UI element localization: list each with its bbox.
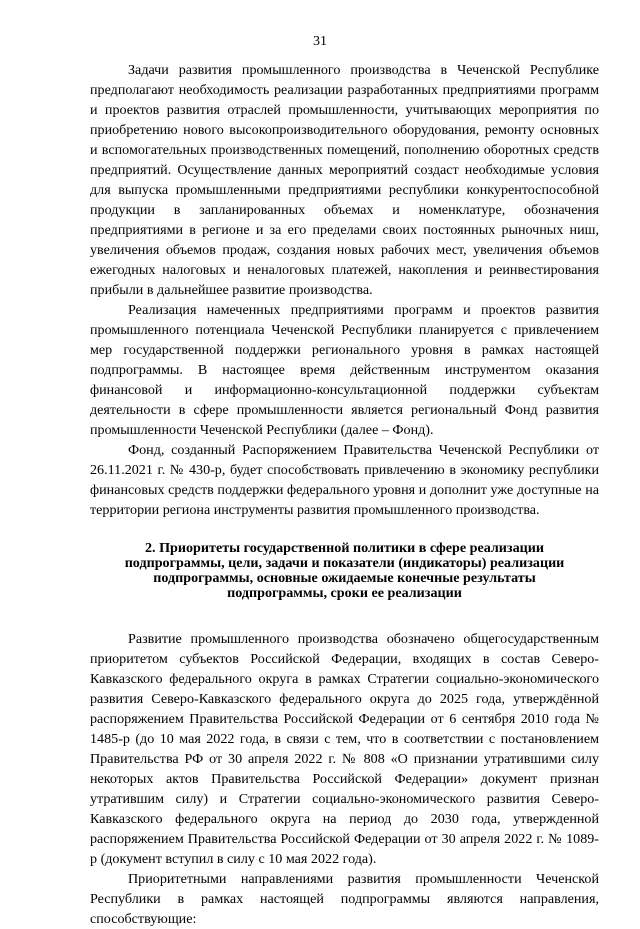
paragraph-priority-directions: Приоритетными направлениями развития промышленности Чеченской Республики в рамках настоящей подпрограммы являются направления, способствующие: (90, 871, 599, 927)
spacer (90, 601, 599, 629)
paragraph-industrial-tasks: Задачи развития промышленного производства в Чеченской Республике предполагают необходимость реализации разработанных предприятиями программ и проектов развития отраслей промышленности, учитывающих мероприятия по приобретению нового высокопроизводительного оборудования, ремонту основных и вспомогательных производственных помещений, пополнению оборотных средств предприятий. Осуществление данных мероприятий создаст необходимые условия для выпуска промышленными предприятиями республики конкурентоспособной продукции в запланированных объемах и номенклатуре, обозначения предприятиями в регионе и за его пределами своих постоянных рыночных ниш, увеличения объемов продаж, создания новых рабочих мест, увеличения объемов ежегодных налоговых и неналоговых платежей, накопления и реинвестирования прибыли в дальнейшее развитие производства. (90, 62, 599, 298)
section-heading (90, 541, 599, 601)
section-heading-line: подпрограммы, основные ожидаемые конечные результаты (153, 570, 536, 586)
page-number: 31 (313, 34, 327, 49)
page-content (90, 60, 599, 929)
section-heading-line: подпрограммы, цели, задачи и показатели (индикаторы) реализации (124, 555, 565, 571)
section-heading-line: подпрограммы, сроки ее реализации (227, 585, 462, 601)
paragraph-development-fund: Фонд, созданный Распоряжением Правительства Чеченской Республики от 26.11.2021 г. № 430-р, будет способствовать привлечению в экономику республики финансовых средств поддержки федерального уровня и дополнит уже доступные на территории региона инструменты развития промышленного производства. (90, 442, 599, 518)
paragraph-state-support: Реализация намеченных предприятиями программ и проектов развития промышленного потенциала Чеченской Республики планируется с привлечением мер государственной поддержки регионального уровня в рамках настоящей подпрограммы. В настоящее время действенным инструментом оказания финансовой и информационно-консультационной поддержки субъектам деятельности в сфере промышленности является региональный Фонд развития промышленности Чеченской Республики (далее – Фонд). (90, 302, 599, 438)
spacer (90, 520, 599, 541)
section-heading-line: 2. Приоритеты государственной политики в сфере реализации (145, 540, 544, 556)
paragraph-strategy-priority: Развитие промышленного производства обозначено общегосударственным приоритетом субъектов Российской Федерации, входящих в состав Северо-Кавказского федерального округа в рамках Стратегии социально-экономического развития Северо-Кавказского федерального округа до 2025 года, утверждённой распоряжением Правительства Российской Федерации от 6 сентября 2010 года № 1485-р (до 10 мая 2022 года, в связи с тем, что в соответствии с постановлением Правительства РФ от 30 апреля 2022 г. № 808 «О признании утратившими силу некоторых актов Правительства Российской Федерации» документ признан утратившим силу) и Стратегии социально-экономического развития Северо-Кавказского федерального округа на период до 2030 года, утвержденной распоряжением Правительства Российской Федерации от 30 апреля 2022 г. № 1089-р (документ вступил в силу с 10 мая 2022 года). (90, 631, 599, 867)
